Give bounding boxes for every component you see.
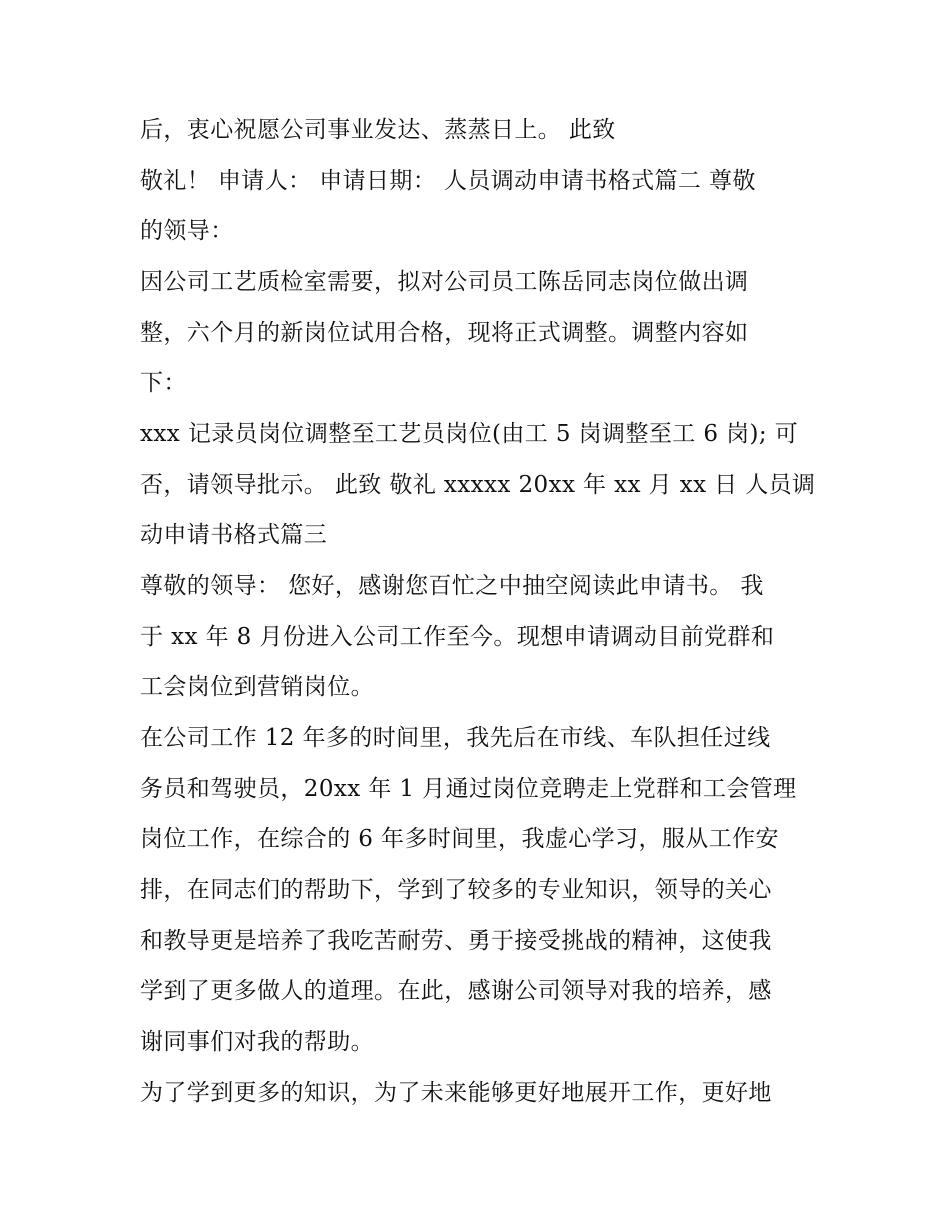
text-line: 岗位工作，在综合的 6 年多时间里，我虚心学习，服从工作安 bbox=[140, 826, 779, 852]
text-line: 工会岗位到营销岗位。 bbox=[140, 674, 374, 700]
text-line: 和教导更是培养了我吃苦耐劳、勇于接受挑战的精神，这使我 bbox=[140, 928, 772, 954]
text-line: 于 xx 年 8 月份进入公司工作至今。现想申请调动目前党群和 bbox=[140, 624, 775, 650]
text-line: 因公司工艺质检室需要，拟对公司员工陈岳同志岗位做出调 bbox=[140, 269, 749, 295]
text-line: 动申请书格式篇三 bbox=[140, 522, 328, 548]
text-line: 为了学到更多的知识，为了未来能够更好地展开工作，更好地 bbox=[140, 1080, 772, 1106]
text-line: xxx 记录员岗位调整至工艺员岗位(由工 5 岗调整至工 6 岗); 可 bbox=[140, 421, 799, 447]
text-line: 学到了更多做人的道理。在此，感谢公司领导对我的培养，感 bbox=[140, 978, 772, 1004]
text-line: 谢同事们对我的帮助。 bbox=[140, 1029, 374, 1055]
text-line: 在公司工作 12 年多的时间里，我先后在市线、车队担任过线 bbox=[140, 725, 771, 751]
text-line: 尊敬的领导： 您好，感谢您百忙之中抽空阅读此申请书。 我 bbox=[140, 573, 764, 599]
text-line: 否，请领导批示。 此致 敬礼 xxxxx 20xx 年 xx 月 xx 日 人员调 bbox=[140, 472, 816, 498]
text-line: 敬礼！ 申请人： 申请日期： 人员调动申请书格式篇二 尊敬 bbox=[140, 168, 756, 194]
text-line: 后，衷心祝愿公司事业发达、蒸蒸日上。 此致 bbox=[140, 117, 616, 143]
text-line: 排，在同志们的帮助下，学到了较多的专业知识，领导的关心 bbox=[140, 877, 772, 903]
text-line: 务员和驾驶员，20xx 年 1 月通过岗位竞聘走上党群和工会管理 bbox=[140, 776, 797, 802]
text-line: 下： bbox=[140, 370, 187, 396]
text-line: 整，六个月的新岗位试用合格，现将正式调整。调整内容如 bbox=[140, 320, 749, 346]
text-line: 的领导： bbox=[140, 218, 234, 244]
